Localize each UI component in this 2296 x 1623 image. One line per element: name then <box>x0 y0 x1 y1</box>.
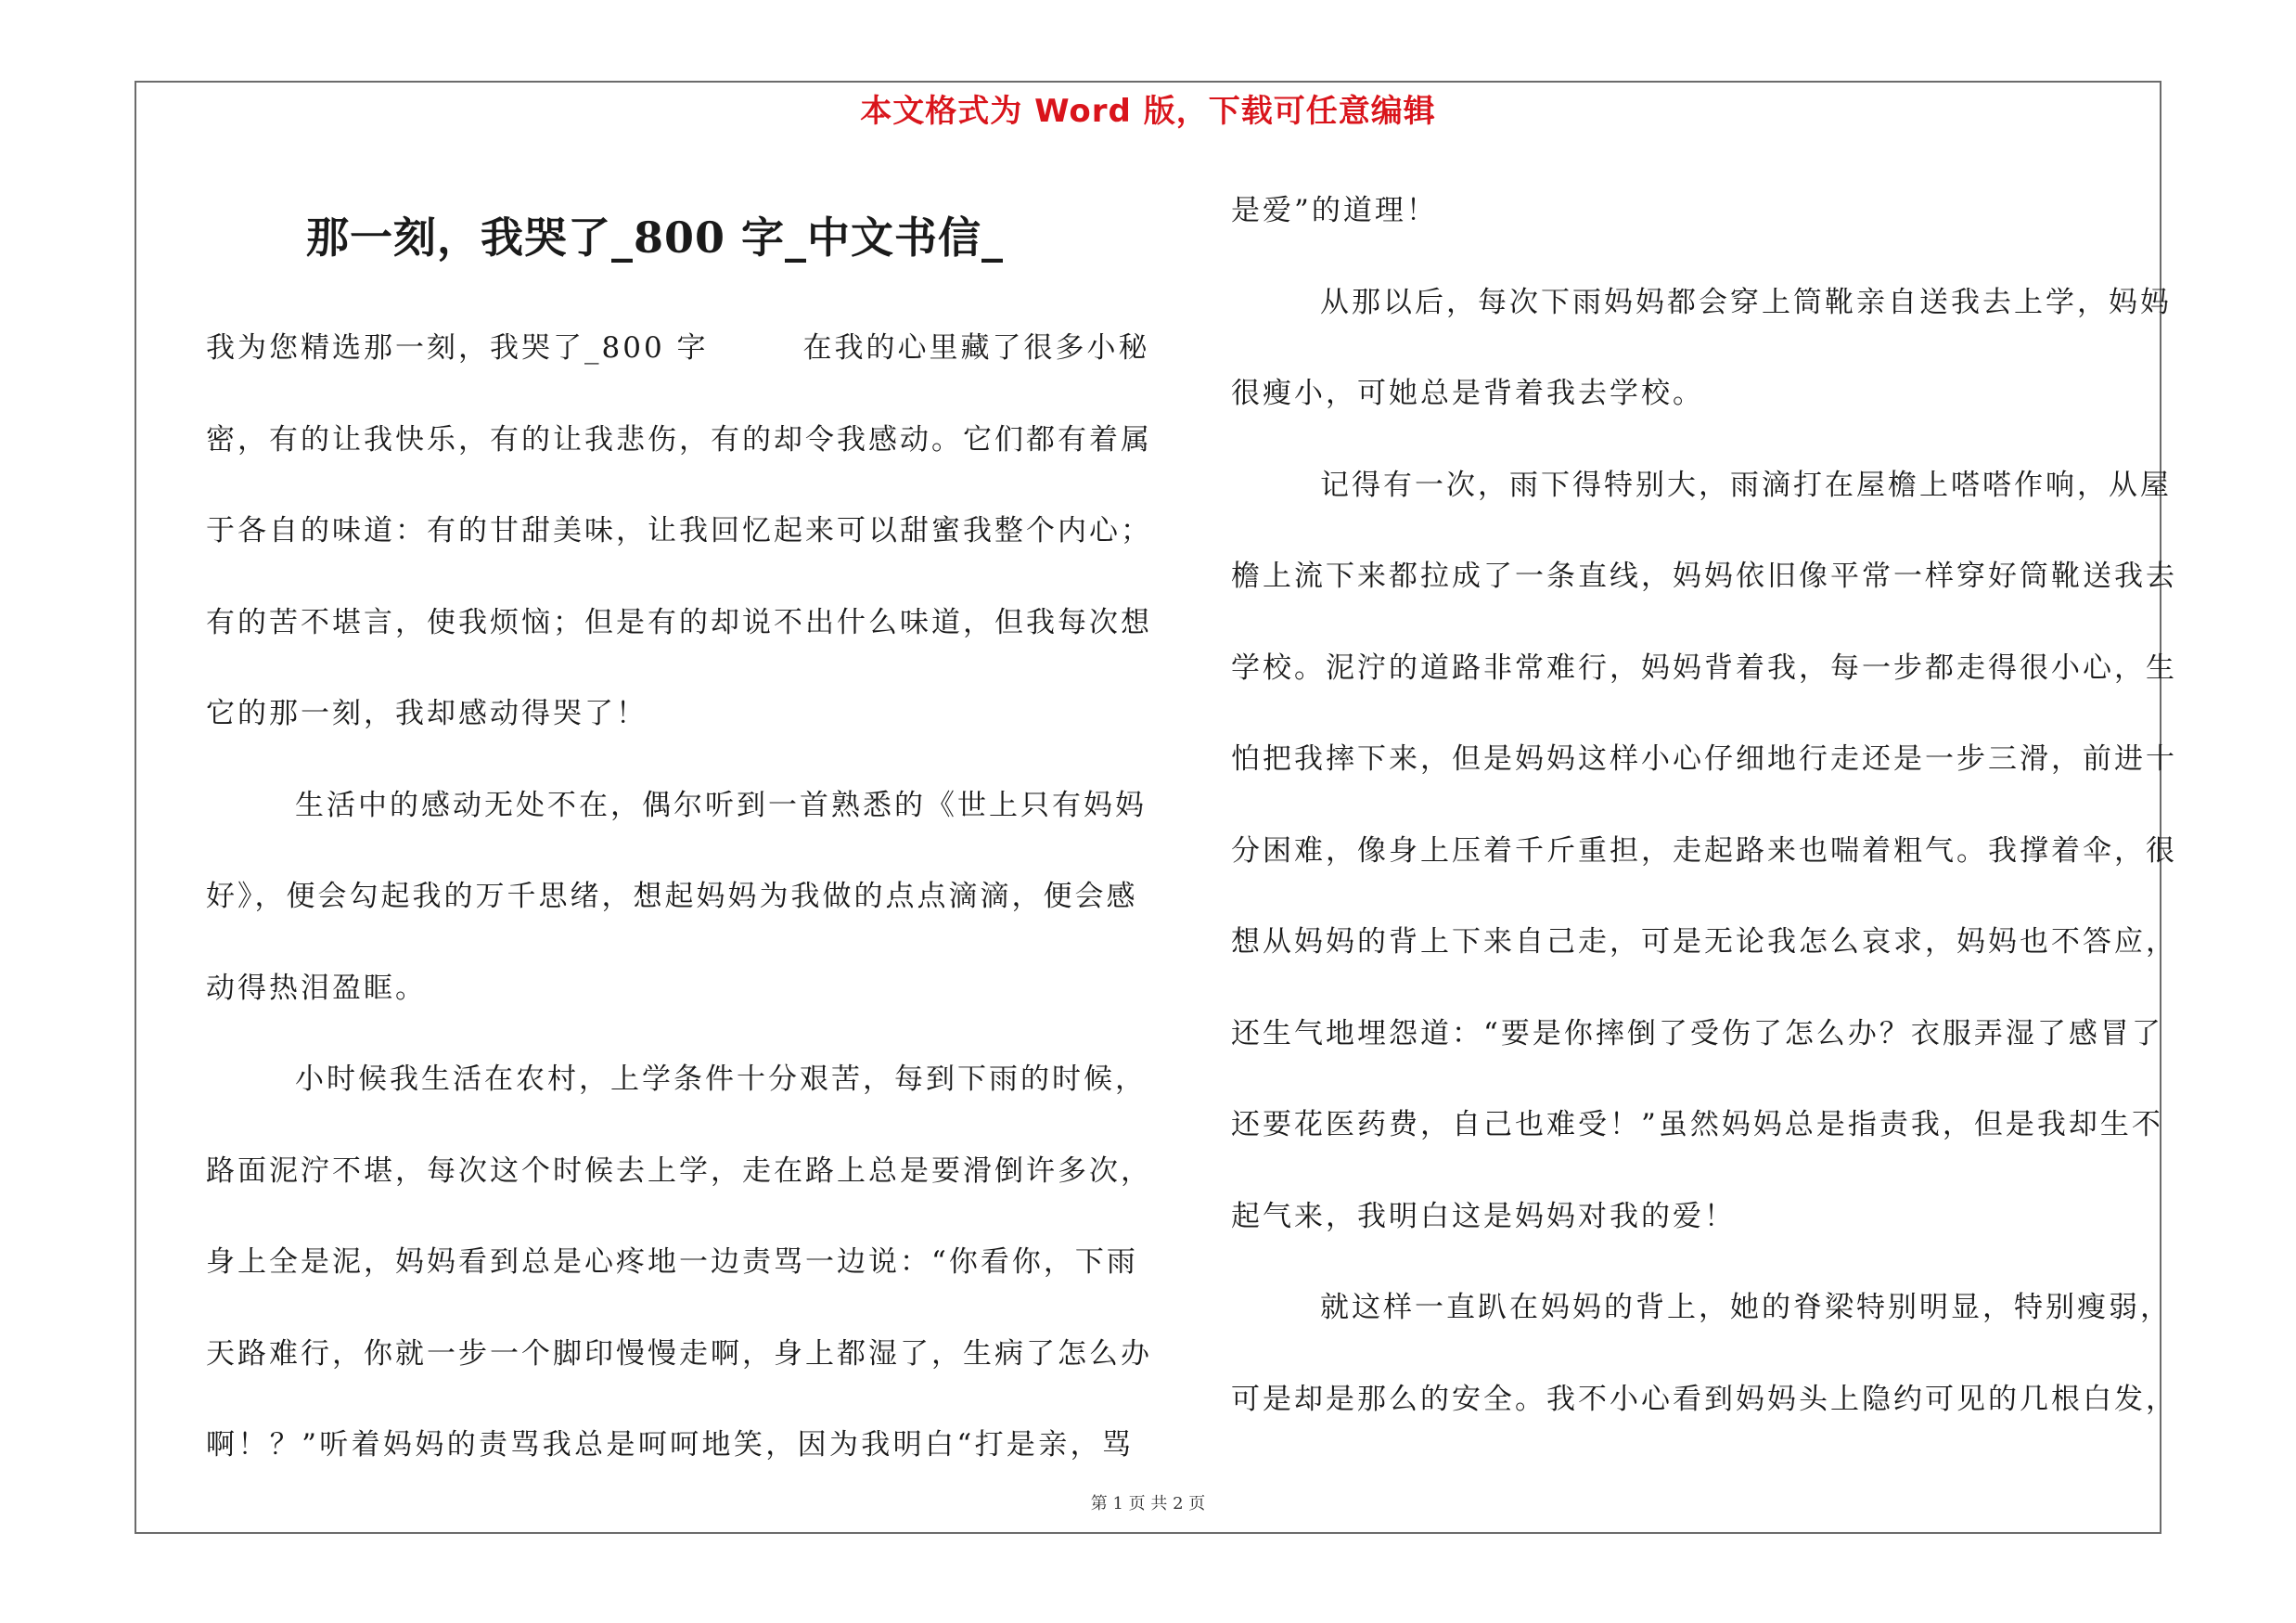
text-line: 啊！？”听着妈妈的责骂我总是呵呵地笑，因为我明白“打是亲，骂 <box>206 1428 1134 1462</box>
text-line: 好》，便会勾起我的万千思绪，想起妈妈为我做的点点滴滴，便会感 <box>206 880 1138 913</box>
text-line: 很瘦小，可她总是背着我去学校。 <box>1231 377 1704 410</box>
text-line: 动得热泪盈眶。 <box>206 971 427 1005</box>
text-line: 有的苦不堪言，使我烦恼；但是有的却说不出什么味道，但我每次想 <box>206 605 1152 639</box>
text-line: 是爱”的道理！ <box>1231 194 1438 227</box>
text-line: 小时候我生活在农村，上学条件十分艰苦，每到下雨的时候， <box>295 1063 1147 1096</box>
text-line: 生活中的感动无处不在，偶尔听到一首熟悉的《世上只有妈妈 <box>295 788 1147 822</box>
text-line: 就这样一直趴在妈妈的背上，她的脊梁特别明显，特别瘦弱， <box>1320 1291 2172 1324</box>
text-line: 身上全是泥，妈妈看到总是心疼地一边责骂一边说：“你看你，下雨 <box>206 1245 1138 1279</box>
document-title: 那一刻，我哭了_800 字_中文书信_ <box>306 213 1005 263</box>
text-line: 檐上流下来都拉成了一条直线，妈妈依旧像平常一样穿好筒靴送我去 <box>1231 560 2177 593</box>
left-column <box>206 303 1152 1491</box>
text-line: 还生气地埋怨道：“要是你摔倒了受伤了怎么办？衣服弄湿了感冒了 <box>1231 1016 2163 1050</box>
text-line: 学校。泥泞的道路非常难行，妈妈背着我，每一步都走得很小心，生 <box>1231 650 2177 685</box>
right-column <box>1231 165 2177 1445</box>
text-line: 怕把我摔下来，但是妈妈这样小心仔细地行走还是一步三滑，前进十 <box>1231 742 2177 776</box>
text-line: 起气来，我明白这是妈妈对我的爱！ <box>1231 1199 1736 1233</box>
text-line: 分困难，像身上压着千斤重担，走起路来也喘着粗气。我撑着伞，很 <box>1231 833 2177 868</box>
text-line: 它的那一刻，我却感动得哭了！ <box>206 697 648 730</box>
text-line: 路面泥泞不堪，每次这个时候去上学，走在路上总是要滑倒许多次， <box>206 1153 1152 1188</box>
text-line: 从那以后，每次下雨妈妈都会穿上筒靴亲自送我去上学，妈妈 <box>1320 285 2172 319</box>
text-line: 我为您精选那一刻，我哭了_800 字 在我的心里藏了很多小秘 <box>206 331 1150 365</box>
text-line: 于各自的味道：有的甘甜美味，让我回忆起来可以甜蜜我整个内心； <box>206 514 1152 547</box>
text-line: 可是却是那么的安全。我不小心看到妈妈头上隐约可见的几根白发， <box>1231 1382 2177 1416</box>
page-number: 第 1 页 共 2 页 <box>1090 1494 1206 1514</box>
text-line: 密，有的让我快乐，有的让我悲伤，有的却令我感动。它们都有着属 <box>206 422 1152 457</box>
text-line: 想从妈妈的背上下来自己走，可是无论我怎么哀求，妈妈也不答应， <box>1231 925 2177 959</box>
text-line: 天路难行，你就一步一个脚印慢慢走啊，身上都湿了，生病了怎么办 <box>206 1336 1152 1371</box>
format-banner: 本文格式为 Word 版，下载可任意编辑 <box>860 93 1436 130</box>
text-line: 记得有一次，雨下得特别大，雨滴打在屋檐上嗒嗒作响，从屋 <box>1320 468 2172 502</box>
text-line: 还要花医药费，自己也难受！”虽然妈妈总是指责我，但是我却生不 <box>1231 1108 2163 1141</box>
